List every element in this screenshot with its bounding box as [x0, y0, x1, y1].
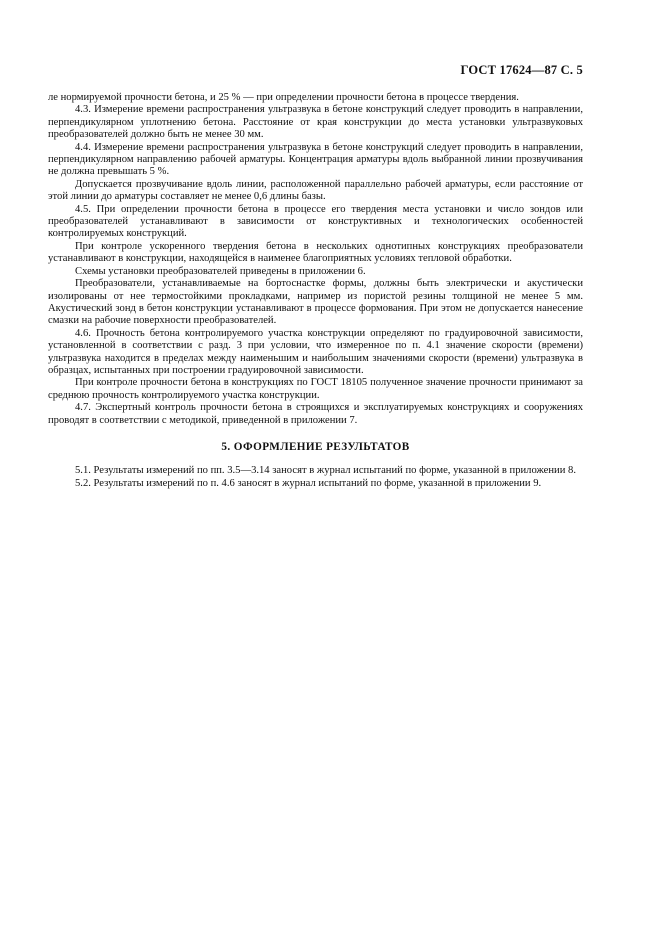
paragraph-4-5-schemes: Схемы установки преобразователей приведены в приложении 6.: [75, 265, 366, 277]
paragraph-4-5: 4.5. При определении прочности бетона в процессе его твердения места установки и число зондов или преобразователей устанавливают в зависимости от конструктивных и технологических особенностей контролируемых конструкций.: [48, 203, 583, 240]
section-heading: 5. ОФОРМЛЕНИЕ РЕЗУЛЬТАТОВ: [221, 440, 410, 453]
paragraph-5-2: 5.2. Результаты измерений по п. 4.6 заносят в журнал испытаний по форме, указанной в приложении 9.: [75, 477, 542, 489]
paragraph-4-4-parallel: Допускается прозвучивание вдоль линии, расположенной параллельно рабочей арматуры, если расстояние от этой линии до арматуры составляет не менее 0,6 длины базы.: [48, 178, 583, 203]
paragraph-4-6-gost: При контроле прочности бетона в конструкциях по ГОСТ 18105 полученное значение прочности принимают за среднюю прочность контролируемого участка конструкции.: [48, 377, 583, 401]
paragraph-5-1: 5.1. Результаты измерений по пп. 3.5—3.14 заносят в журнал испытаний по форме, указанной в приложении 8.: [75, 465, 576, 477]
paragraph-4-3: 4.3. Измерение времени распространения ультразвука в бетоне конструкций следует проводить в направлении, перпендикулярном уплотнению бетона. Расстояние от края конструкции до места установки ультразвуковых преобразователей должно быть не менее 30 мм.: [48, 104, 583, 141]
paragraph-continuation: ле нормируемой прочности бетона, и 25 % — при определении прочности бетона в процессе твердения.: [48, 92, 519, 103]
page-header: ГОСТ 17624—87 С. 5: [460, 63, 583, 77]
paragraph-4-4: 4.4. Измерение времени распространения ультразвука в бетоне конструкций следует проводить в направлении, перпендикулярном направлению рабочей арматуры. Концентрация арматуры вдоль выбранной линии прозвучивания не должна превышать 5 %.: [48, 141, 583, 178]
paragraph-4-6: 4.6. Прочность бетона контролируемого участка конструкции определяют по градуировочной зависимости, установленной в соответствии с разд. 3 при условии, что измеренное по п. 4.1 значение скорости (времени) ультразвука находится в пределах между наименьшим и наибольшим значениями скорости (времени) ультразвука в образцах, испытанных при построении градуировочной зависимости.: [48, 327, 583, 376]
document-body: [48, 92, 583, 490]
paragraph-4-5-accelerated: При контроле ускоренного твердения бетона в нескольких однотипных конструкциях преобразователи устанавливают в конструкции, находящейся в наименее благоприятных условиях тепловой обработки.: [48, 240, 583, 265]
paragraph-4-7: 4.7. Экспертный контроль прочности бетона в строящихся и эксплуатируемых конструкциях и сооружениях проводят в соответствии с методикой, приведенной в приложении 7.: [48, 402, 583, 426]
paragraph-4-5-transducers: Преобразователи, устанавливаемые на бортоснастке формы, должны быть электрически и акустически изолированы от нее термостойкими прокладками, например из пористой резины толщиной не менее 5 мм. Акустический зонд в бетон конструкции устанавливают в процессе формования. При этом не допускается нанесение смазки на рабочие поверхности преобразователей.: [48, 278, 583, 327]
